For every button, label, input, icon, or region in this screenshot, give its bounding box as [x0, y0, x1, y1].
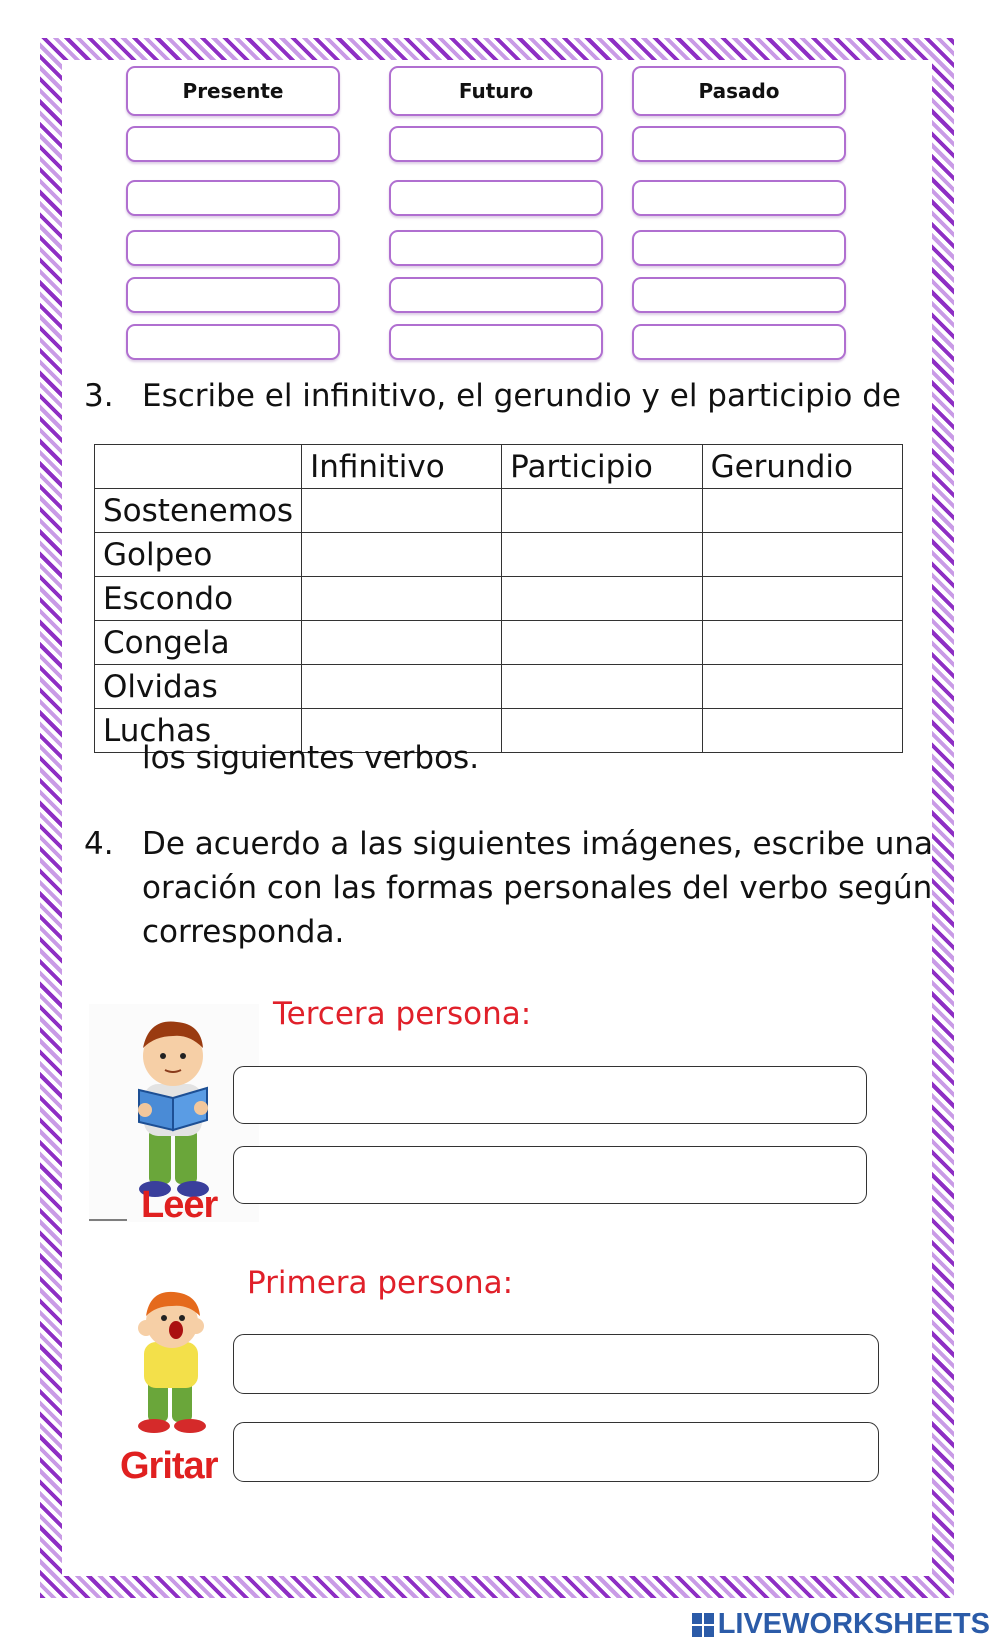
answer-cell[interactable]	[302, 665, 502, 709]
answer-box-futuro-1[interactable]	[389, 126, 603, 162]
third-person-label: Tercera persona:	[273, 996, 532, 1032]
answer-line-third-person-2[interactable]	[233, 1146, 867, 1204]
verb-label-leer: Leer	[141, 1184, 218, 1222]
tense-header-pasado	[632, 66, 846, 116]
answer-box-presente-4[interactable]	[126, 277, 340, 313]
answer-box-pasado-5[interactable]	[632, 324, 846, 360]
table-header-cell: Infinitivo	[302, 445, 502, 489]
answer-box-futuro-3[interactable]	[389, 230, 603, 266]
answer-box-presente-1[interactable]	[126, 126, 340, 162]
tense-header-label: Futuro	[458, 79, 534, 103]
verb-cell: Luchas	[95, 709, 302, 753]
answer-box-presente-3[interactable]	[126, 230, 340, 266]
answer-line-first-person-1[interactable]	[233, 1334, 879, 1394]
answer-box-futuro-5[interactable]	[389, 324, 603, 360]
answer-cell[interactable]	[502, 621, 702, 665]
tense-header-label: Pasado	[698, 79, 780, 103]
answer-cell[interactable]	[302, 489, 502, 533]
answer-cell[interactable]	[502, 533, 702, 577]
verb-cell: Congela	[95, 621, 302, 665]
answer-cell[interactable]	[702, 577, 902, 621]
table-header-cell: Gerundio	[702, 445, 902, 489]
question-text: los siguientes verbos.	[142, 740, 480, 776]
question-text: De acuerdo a las siguientes imágenes, escribe una	[142, 826, 934, 862]
question-text: Escribe el infinitivo, el gerundio y el participio de	[142, 378, 902, 414]
answer-box-presente-5[interactable]	[126, 324, 340, 360]
verb-cell: Olvidas	[95, 665, 302, 709]
question-3	[84, 374, 914, 419]
answer-box-pasado-3[interactable]	[632, 230, 846, 266]
question-number: 3.	[84, 378, 114, 414]
verb-label-gritar: Gritar	[120, 1445, 218, 1487]
answer-line-third-person-1[interactable]	[233, 1066, 867, 1124]
answer-box-pasado-1[interactable]	[632, 126, 846, 162]
answer-cell[interactable]	[502, 489, 702, 533]
answer-box-pasado-2[interactable]	[632, 180, 846, 216]
table-row	[95, 533, 903, 577]
table-row	[95, 621, 903, 665]
answer-cell[interactable]	[502, 577, 702, 621]
tense-header-presente	[126, 66, 340, 116]
table-row	[95, 577, 903, 621]
shouting-boy-illustration	[118, 1282, 228, 1488]
question-4-line3	[84, 910, 914, 955]
answer-cell[interactable]	[702, 621, 902, 665]
answer-line-first-person-2[interactable]	[233, 1422, 879, 1482]
answer-box-futuro-2[interactable]	[389, 180, 603, 216]
answer-cell[interactable]	[702, 665, 902, 709]
liveworksheets-icon	[692, 1613, 714, 1637]
answer-cell[interactable]	[702, 489, 902, 533]
answer-cell[interactable]	[502, 665, 702, 709]
question-4	[84, 822, 934, 867]
verb-cell: Golpeo	[95, 533, 302, 577]
answer-cell[interactable]	[302, 621, 502, 665]
answer-cell[interactable]	[302, 577, 502, 621]
verb-cell: Escondo	[95, 577, 302, 621]
answer-cell[interactable]	[302, 533, 502, 577]
verb-cell: Sostenemos	[95, 489, 302, 533]
tense-header-label: Presente	[182, 79, 284, 103]
table-row	[95, 489, 903, 533]
question-text: oración con las formas personales del verbo según	[142, 870, 933, 906]
answer-cell[interactable]	[702, 533, 902, 577]
tense-header-futuro	[389, 66, 603, 116]
verb-forms-table	[94, 444, 903, 753]
brand-name: LIVEWORKSHEETS	[717, 1608, 990, 1640]
question-4-line2	[84, 866, 933, 911]
question-number: 4.	[84, 826, 114, 862]
first-person-label: Primera persona:	[247, 1265, 514, 1301]
table-header-cell: Participio	[502, 445, 702, 489]
table-header-row	[95, 445, 903, 489]
liveworksheets-logo	[692, 1608, 990, 1641]
answer-box-pasado-4[interactable]	[632, 277, 846, 313]
answer-box-presente-2[interactable]	[126, 180, 340, 216]
table-row	[95, 665, 903, 709]
question-3-continuation	[84, 736, 914, 781]
table-header-cell	[95, 445, 302, 489]
question-text: corresponda.	[142, 914, 345, 950]
answer-box-futuro-4[interactable]	[389, 277, 603, 313]
